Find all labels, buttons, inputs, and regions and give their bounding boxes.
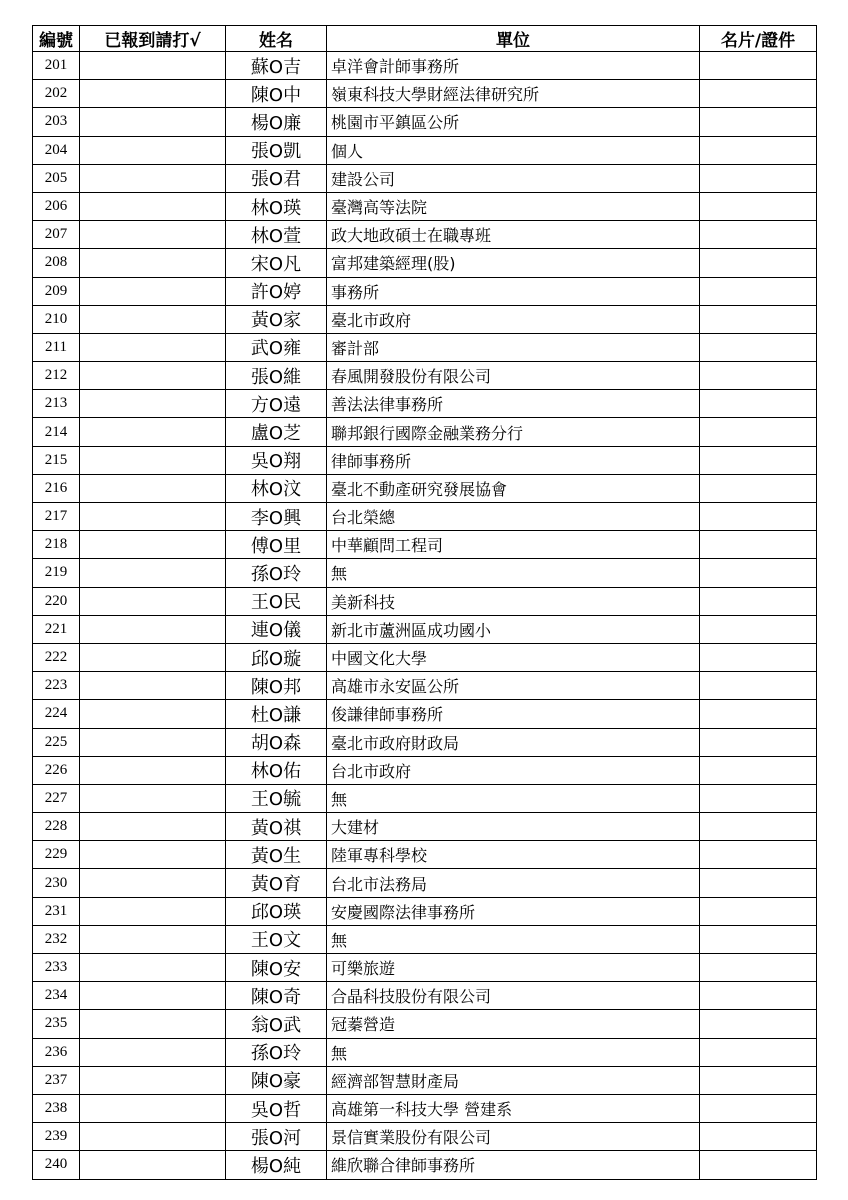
row-name: 楊O純 — [226, 1151, 327, 1179]
card-cell[interactable] — [700, 559, 817, 587]
card-cell[interactable] — [700, 418, 817, 446]
table-row — [33, 982, 817, 1010]
row-name: 許O婷 — [226, 277, 327, 305]
row-name: 陳O邦 — [226, 672, 327, 700]
checkin-cell[interactable] — [80, 108, 226, 136]
row-unit: 春風開發股份有限公司 — [327, 362, 700, 390]
row-unit: 維欣聯合律師事務所 — [327, 1151, 700, 1179]
row-name: 胡O森 — [226, 728, 327, 756]
header-checkin: 已報到請打√ — [80, 26, 226, 52]
row-unit: 臺灣高等法院 — [327, 192, 700, 220]
row-no: 231 — [33, 897, 80, 925]
card-cell[interactable] — [700, 80, 817, 108]
checkin-cell[interactable] — [80, 1066, 226, 1094]
table-row — [33, 362, 817, 390]
row-no: 226 — [33, 756, 80, 784]
card-cell[interactable] — [700, 192, 817, 220]
card-cell[interactable] — [700, 108, 817, 136]
row-unit: 卓洋會計師事務所 — [327, 52, 700, 80]
table-row — [33, 164, 817, 192]
row-unit: 個人 — [327, 136, 700, 164]
row-name: 張O維 — [226, 362, 327, 390]
checkin-cell[interactable] — [80, 221, 226, 249]
row-name: 杜O謙 — [226, 700, 327, 728]
row-name: 陳O中 — [226, 80, 327, 108]
row-name: 宋O凡 — [226, 249, 327, 277]
checkin-cell[interactable] — [80, 446, 226, 474]
checkin-cell[interactable] — [80, 277, 226, 305]
row-no: 215 — [33, 446, 80, 474]
row-no: 227 — [33, 784, 80, 812]
row-unit: 無 — [327, 559, 700, 587]
row-name: 蘇O吉 — [226, 52, 327, 80]
card-cell[interactable] — [700, 756, 817, 784]
checkin-cell[interactable] — [80, 1010, 226, 1038]
card-cell[interactable] — [700, 982, 817, 1010]
row-name: 陳O奇 — [226, 982, 327, 1010]
card-cell[interactable] — [700, 1038, 817, 1066]
row-unit: 台北榮總 — [327, 503, 700, 531]
row-unit: 冠蓁營造 — [327, 1010, 700, 1038]
row-name: 林O瑛 — [226, 192, 327, 220]
row-name: 黃O育 — [226, 869, 327, 897]
card-cell[interactable] — [700, 221, 817, 249]
card-cell[interactable] — [700, 813, 817, 841]
row-no: 237 — [33, 1066, 80, 1094]
table-row — [33, 897, 817, 925]
row-no: 221 — [33, 615, 80, 643]
row-unit: 善法法律事務所 — [327, 390, 700, 418]
row-no: 208 — [33, 249, 80, 277]
row-no: 209 — [33, 277, 80, 305]
row-no: 220 — [33, 587, 80, 615]
row-name: 王O毓 — [226, 784, 327, 812]
row-no: 205 — [33, 164, 80, 192]
row-no: 232 — [33, 925, 80, 953]
row-unit: 嶺東科技大學財經法律研究所 — [327, 80, 700, 108]
checkin-cell[interactable] — [80, 531, 226, 559]
row-unit: 無 — [327, 1038, 700, 1066]
row-unit: 臺北市政府 — [327, 305, 700, 333]
row-unit: 經濟部智慧財產局 — [327, 1066, 700, 1094]
row-no: 223 — [33, 672, 80, 700]
card-cell[interactable] — [700, 897, 817, 925]
row-unit: 景信實業股份有限公司 — [327, 1123, 700, 1151]
row-unit: 台北市政府 — [327, 756, 700, 784]
row-name: 吳O翔 — [226, 446, 327, 474]
card-cell[interactable] — [700, 784, 817, 812]
checkin-cell[interactable] — [80, 756, 226, 784]
row-name: 王O文 — [226, 925, 327, 953]
card-cell[interactable] — [700, 587, 817, 615]
row-no: 234 — [33, 982, 80, 1010]
row-no: 213 — [33, 390, 80, 418]
checkin-cell[interactable] — [80, 813, 226, 841]
checkin-cell[interactable] — [80, 954, 226, 982]
header-unit: 單位 — [327, 26, 700, 52]
table-row — [33, 80, 817, 108]
table-row — [33, 446, 817, 474]
checkin-cell[interactable] — [80, 1094, 226, 1122]
table-row — [33, 643, 817, 671]
row-name: 張O君 — [226, 164, 327, 192]
table-row — [33, 1151, 817, 1179]
row-name: 張O凱 — [226, 136, 327, 164]
row-no: 204 — [33, 136, 80, 164]
card-cell[interactable] — [700, 615, 817, 643]
row-no: 203 — [33, 108, 80, 136]
table-row — [33, 559, 817, 587]
checkin-cell[interactable] — [80, 643, 226, 671]
row-name: 傅O里 — [226, 531, 327, 559]
row-no: 235 — [33, 1010, 80, 1038]
checkin-cell[interactable] — [80, 841, 226, 869]
checkin-cell[interactable] — [80, 136, 226, 164]
row-no: 225 — [33, 728, 80, 756]
checkin-cell[interactable] — [80, 615, 226, 643]
row-unit: 建設公司 — [327, 164, 700, 192]
row-name: 翁O武 — [226, 1010, 327, 1038]
row-no: 240 — [33, 1151, 80, 1179]
card-cell[interactable] — [700, 164, 817, 192]
row-unit: 富邦建築經理(股) — [327, 249, 700, 277]
checkin-cell[interactable] — [80, 333, 226, 361]
card-cell[interactable] — [700, 249, 817, 277]
header-card: 名片/證件 — [700, 26, 817, 52]
row-no: 229 — [33, 841, 80, 869]
row-name: 李O興 — [226, 503, 327, 531]
row-name: 王O民 — [226, 587, 327, 615]
row-no: 219 — [33, 559, 80, 587]
card-cell[interactable] — [700, 52, 817, 80]
row-no: 202 — [33, 80, 80, 108]
card-cell[interactable] — [700, 925, 817, 953]
row-unit: 臺北不動產研究發展協會 — [327, 474, 700, 502]
row-unit: 政大地政碩士在職專班 — [327, 221, 700, 249]
row-no: 211 — [33, 333, 80, 361]
row-name: 林O汶 — [226, 474, 327, 502]
row-no: 228 — [33, 813, 80, 841]
row-no: 210 — [33, 305, 80, 333]
table-row — [33, 1010, 817, 1038]
checkin-cell[interactable] — [80, 587, 226, 615]
row-unit: 無 — [327, 784, 700, 812]
row-name: 吳O哲 — [226, 1094, 327, 1122]
checkin-cell[interactable] — [80, 362, 226, 390]
row-unit: 事務所 — [327, 277, 700, 305]
row-unit: 台北市法務局 — [327, 869, 700, 897]
row-no: 222 — [33, 643, 80, 671]
row-name: 陳O豪 — [226, 1066, 327, 1094]
row-no: 217 — [33, 503, 80, 531]
row-unit: 俊謙律師事務所 — [327, 700, 700, 728]
row-no: 201 — [33, 52, 80, 80]
card-cell[interactable] — [700, 277, 817, 305]
header-name: 姓名 — [226, 26, 327, 52]
table-row — [33, 221, 817, 249]
table-row — [33, 192, 817, 220]
table-body — [33, 52, 817, 1180]
row-no: 238 — [33, 1094, 80, 1122]
checkin-cell[interactable] — [80, 503, 226, 531]
row-no: 236 — [33, 1038, 80, 1066]
checkin-cell[interactable] — [80, 192, 226, 220]
card-cell[interactable] — [700, 1010, 817, 1038]
card-cell[interactable] — [700, 643, 817, 671]
row-unit: 審計部 — [327, 333, 700, 361]
card-cell[interactable] — [700, 728, 817, 756]
table-row — [33, 1066, 817, 1094]
card-cell[interactable] — [700, 1066, 817, 1094]
checkin-cell[interactable] — [80, 390, 226, 418]
table-row — [33, 52, 817, 80]
row-no: 214 — [33, 418, 80, 446]
row-no: 218 — [33, 531, 80, 559]
checkin-cell[interactable] — [80, 474, 226, 502]
row-name: 邱O璇 — [226, 643, 327, 671]
card-cell[interactable] — [700, 305, 817, 333]
row-unit: 大建材 — [327, 813, 700, 841]
row-no: 207 — [33, 221, 80, 249]
checkin-cell[interactable] — [80, 80, 226, 108]
row-unit: 美新科技 — [327, 587, 700, 615]
table-row — [33, 418, 817, 446]
card-cell[interactable] — [700, 503, 817, 531]
table-row — [33, 1123, 817, 1151]
card-cell[interactable] — [700, 1094, 817, 1122]
row-no: 212 — [33, 362, 80, 390]
row-name: 黃O生 — [226, 841, 327, 869]
row-unit: 桃園市平鎮區公所 — [327, 108, 700, 136]
checkin-cell[interactable] — [80, 1123, 226, 1151]
row-unit: 陸軍專科學校 — [327, 841, 700, 869]
card-cell[interactable] — [700, 1151, 817, 1179]
row-name: 黃O祺 — [226, 813, 327, 841]
row-name: 楊O廉 — [226, 108, 327, 136]
row-no: 230 — [33, 869, 80, 897]
row-unit: 高雄第一科技大學 營建系 — [327, 1094, 700, 1122]
card-cell[interactable] — [700, 446, 817, 474]
row-unit: 合晶科技股份有限公司 — [327, 982, 700, 1010]
row-unit: 中華顧問工程司 — [327, 531, 700, 559]
row-unit: 聯邦銀行國際金融業務分行 — [327, 418, 700, 446]
row-name: 黃O家 — [226, 305, 327, 333]
checkin-cell[interactable] — [80, 418, 226, 446]
card-cell[interactable] — [700, 362, 817, 390]
row-no: 224 — [33, 700, 80, 728]
checkin-cell[interactable] — [80, 897, 226, 925]
header-row — [33, 26, 817, 52]
row-unit: 臺北市政府財政局 — [327, 728, 700, 756]
row-unit: 律師事務所 — [327, 446, 700, 474]
checkin-cell[interactable] — [80, 559, 226, 587]
table-row — [33, 1094, 817, 1122]
table-row — [33, 954, 817, 982]
card-cell[interactable] — [700, 1123, 817, 1151]
table-row — [33, 390, 817, 418]
row-name: 方O遠 — [226, 390, 327, 418]
row-name: 張O河 — [226, 1123, 327, 1151]
checkin-cell[interactable] — [80, 249, 226, 277]
table-row — [33, 587, 817, 615]
table-row — [33, 531, 817, 559]
checkin-cell[interactable] — [80, 164, 226, 192]
row-name: 孫O玲 — [226, 559, 327, 587]
row-name: 林O萱 — [226, 221, 327, 249]
checkin-cell[interactable] — [80, 1151, 226, 1179]
card-cell[interactable] — [700, 869, 817, 897]
table-row — [33, 305, 817, 333]
row-unit: 高雄市永安區公所 — [327, 672, 700, 700]
table-row — [33, 700, 817, 728]
row-no: 216 — [33, 474, 80, 502]
table-row — [33, 136, 817, 164]
card-cell[interactable] — [700, 390, 817, 418]
attendance-table — [32, 25, 817, 1180]
row-name: 孫O玲 — [226, 1038, 327, 1066]
table-row — [33, 108, 817, 136]
checkin-cell[interactable] — [80, 869, 226, 897]
table-row — [33, 277, 817, 305]
row-name: 林O佑 — [226, 756, 327, 784]
row-unit: 無 — [327, 925, 700, 953]
card-cell[interactable] — [700, 841, 817, 869]
table-row — [33, 813, 817, 841]
table-row — [33, 503, 817, 531]
checkin-cell[interactable] — [80, 784, 226, 812]
checkin-cell[interactable] — [80, 925, 226, 953]
card-cell[interactable] — [700, 136, 817, 164]
row-name: 陳O安 — [226, 954, 327, 982]
row-name: 邱O瑛 — [226, 897, 327, 925]
checkin-cell[interactable] — [80, 700, 226, 728]
checkin-cell[interactable] — [80, 728, 226, 756]
row-no: 206 — [33, 192, 80, 220]
table-row — [33, 474, 817, 502]
table-row — [33, 925, 817, 953]
row-name: 盧O芝 — [226, 418, 327, 446]
card-cell[interactable] — [700, 954, 817, 982]
table-row — [33, 672, 817, 700]
table-row — [33, 615, 817, 643]
checkin-cell[interactable] — [80, 672, 226, 700]
checkin-cell[interactable] — [80, 305, 226, 333]
checkin-cell[interactable] — [80, 982, 226, 1010]
card-cell[interactable] — [700, 672, 817, 700]
table-row — [33, 333, 817, 361]
row-unit: 新北市蘆洲區成功國小 — [327, 615, 700, 643]
table-row — [33, 841, 817, 869]
table-row — [33, 869, 817, 897]
card-cell[interactable] — [700, 474, 817, 502]
checkin-cell[interactable] — [80, 52, 226, 80]
table-row — [33, 1038, 817, 1066]
row-no: 233 — [33, 954, 80, 982]
row-unit: 中國文化大學 — [327, 643, 700, 671]
card-cell[interactable] — [700, 333, 817, 361]
row-name: 武O雍 — [226, 333, 327, 361]
table-row — [33, 249, 817, 277]
card-cell[interactable] — [700, 700, 817, 728]
row-no: 239 — [33, 1123, 80, 1151]
row-unit: 安慶國際法律事務所 — [327, 897, 700, 925]
table-row — [33, 728, 817, 756]
row-name: 連O儀 — [226, 615, 327, 643]
checkin-cell[interactable] — [80, 1038, 226, 1066]
row-unit: 可樂旅遊 — [327, 954, 700, 982]
card-cell[interactable] — [700, 531, 817, 559]
table-row — [33, 784, 817, 812]
header-no: 編號 — [33, 26, 80, 52]
table-row — [33, 756, 817, 784]
